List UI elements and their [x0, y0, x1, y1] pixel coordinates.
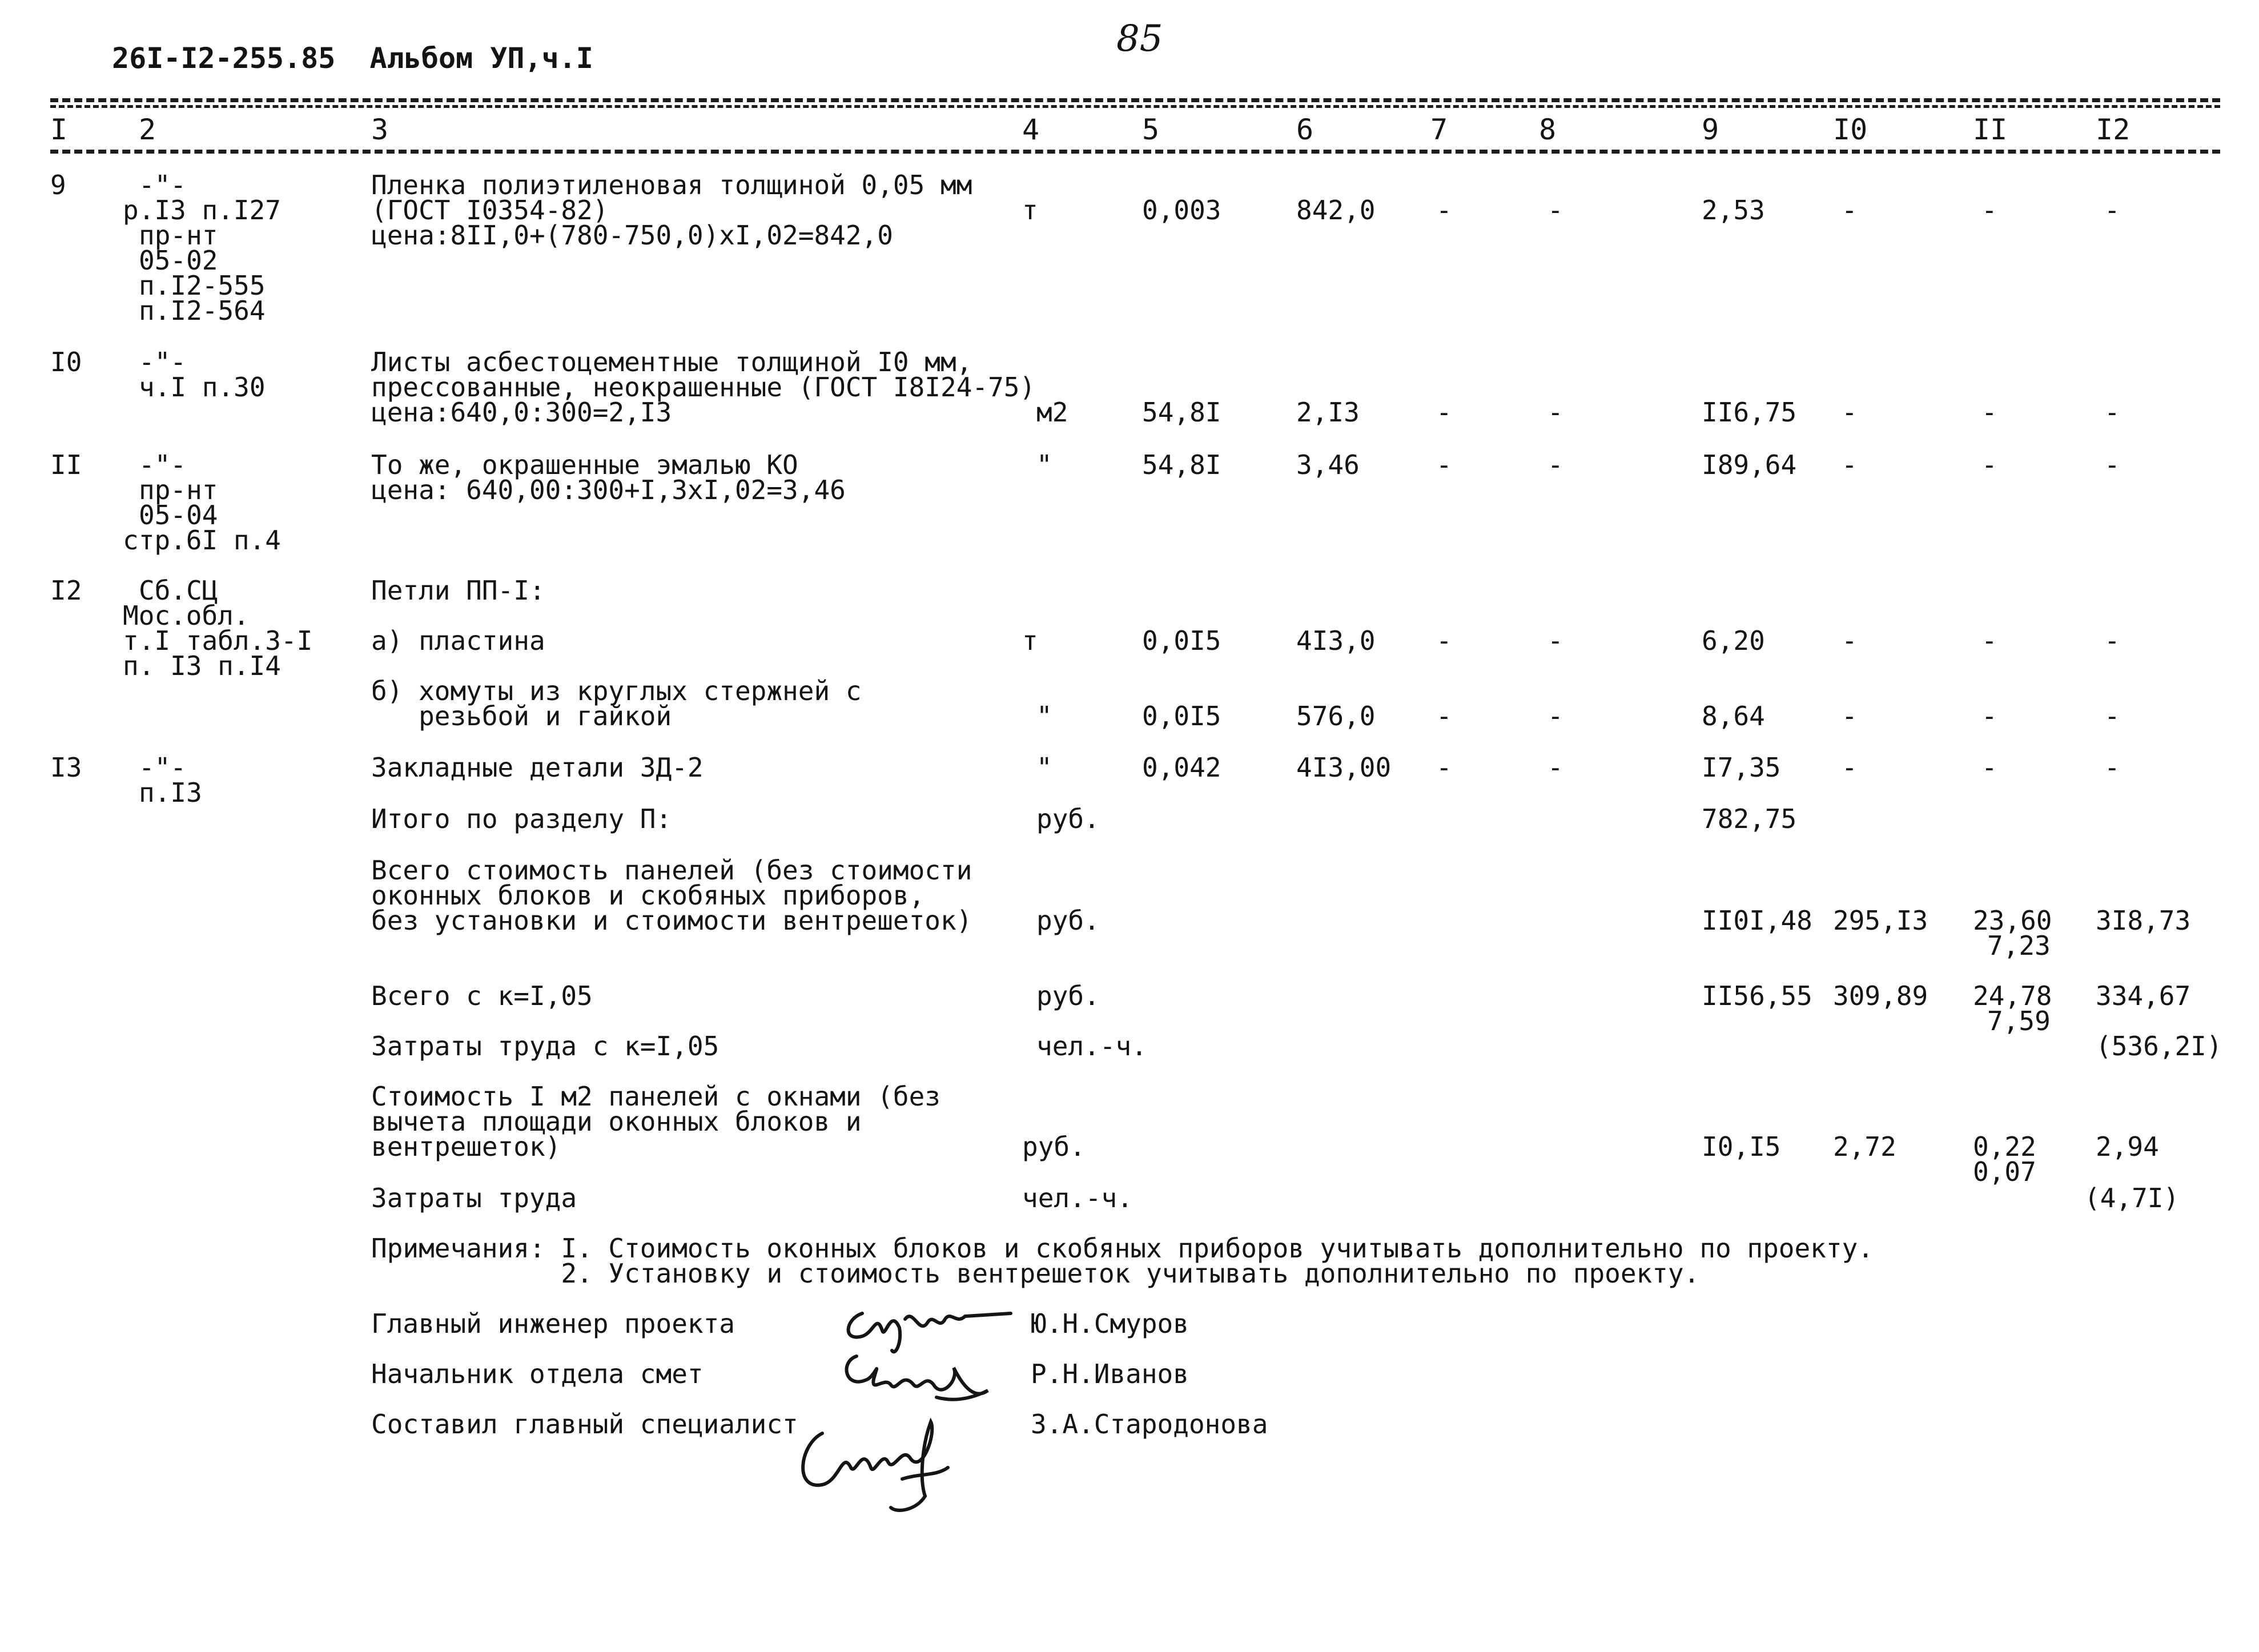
row-col7: -: [1436, 701, 1452, 731]
row-col7: -: [1436, 752, 1452, 783]
signature-role: Составил главный специалист: [371, 1409, 798, 1440]
row-unit: т: [1022, 195, 1038, 226]
stoimost-m2-label: вентрешеток): [371, 1131, 561, 1162]
row-col8: -: [1547, 752, 1563, 783]
zatraty-label: Затраты труда: [371, 1183, 577, 1213]
row-col11: -: [1981, 625, 1997, 656]
row-col9: 2,53: [1702, 195, 1765, 226]
row-reference: Сб.СЦ: [139, 575, 218, 606]
row-col10: -: [1842, 449, 1858, 480]
zatraty-k-col12: (536,2I): [2096, 1031, 2222, 1062]
row-col7: -: [1436, 397, 1452, 428]
row-price: 2,I3: [1296, 397, 1360, 428]
row-reference: -"-: [139, 449, 187, 480]
row-col10: -: [1842, 397, 1858, 428]
row-reference: ч.I п.30: [139, 372, 266, 403]
col-header-7: 7: [1430, 113, 1448, 146]
vsego-k-label: Всего с к=I,05: [371, 980, 593, 1011]
zatraty-k-label: Затраты труда с к=I,05: [371, 1031, 719, 1062]
col-header-10: I0: [1833, 113, 1868, 146]
col-header-5: 5: [1142, 113, 1160, 146]
row-col9: 6,20: [1702, 625, 1765, 656]
col-header-1: I: [50, 113, 68, 146]
row-description: резьбой и гайкой: [371, 701, 672, 731]
row-reference: п.I3: [139, 777, 202, 808]
row-reference: п.I2-564: [139, 295, 266, 326]
vsego-k-col9: II56,55: [1702, 980, 1812, 1011]
row-col11: -: [1981, 397, 1997, 428]
row-reference: -"-: [139, 752, 187, 783]
stoimost-m2-col11b: 0,07: [1973, 1156, 2036, 1187]
row-description: а) пластина: [371, 625, 545, 656]
row-description: б) хомуты из круглых стержней с: [371, 676, 862, 706]
col-header-3: 3: [371, 113, 389, 146]
row-col11: -: [1981, 701, 1997, 731]
row-price: 4I3,0: [1296, 625, 1376, 656]
signature-role: Главный инженер проекта: [371, 1308, 735, 1339]
signature-name: Р.Н.Иванов: [1031, 1358, 1189, 1389]
row-col7: -: [1436, 195, 1452, 226]
row-col8: -: [1547, 397, 1563, 428]
row-description: Пленка полиэтиленовая толщиной 0,05 мм: [371, 170, 972, 200]
row-reference: -"-: [139, 170, 187, 200]
col-header-9: 9: [1702, 113, 1719, 146]
row-col10: -: [1842, 625, 1858, 656]
stoimost-m2-col11a: 0,22: [1973, 1131, 2036, 1162]
signature-image: [828, 1345, 994, 1408]
row-reference: п. I3 п.I4: [123, 650, 281, 681]
stoimost-m2-label: Стоимость I м2 панелей с окнами (без: [371, 1081, 940, 1112]
row-description: (ГОСТ I0354-82): [371, 195, 609, 226]
row-quantity: 0,042: [1142, 752, 1221, 783]
row-reference: пр-нт: [139, 220, 218, 251]
row-quantity: 0,003: [1142, 195, 1221, 226]
row-description: Закладные детали ЗД-2: [371, 752, 704, 783]
row-reference: 05-02: [139, 245, 218, 276]
row-reference: стр.6I п.4: [123, 525, 281, 556]
row-description: прессованные, неокрашенные (ГОСТ I8I24-75): [371, 372, 1036, 403]
row-price: 4I3,00: [1296, 752, 1392, 783]
col-header-8: 8: [1539, 113, 1557, 146]
row-reference: пр-нт: [139, 475, 218, 505]
itogo-col9: 782,75: [1702, 803, 1797, 834]
stoimost-m2-label: вычета площади оконных блоков и: [371, 1106, 862, 1137]
row-price: 842,0: [1296, 195, 1376, 226]
row-description: цена:8II,0+(780-750,0)xI,02=842,0: [371, 220, 893, 251]
row-quantity: 0,0I5: [1142, 701, 1221, 731]
vsego-label: оконных блоков и скобяных приборов,: [371, 880, 925, 911]
stoimost-m2-unit: руб.: [1022, 1131, 1086, 1162]
stoimost-m2-col10: 2,72: [1833, 1131, 1896, 1162]
itogo-label: Итого по разделу П:: [371, 803, 672, 834]
zatraty-k-unit: чел.-ч.: [1036, 1031, 1147, 1062]
col-header-4: 4: [1022, 113, 1040, 146]
row-col11: -: [1981, 195, 1997, 226]
vsego-unit: руб.: [1036, 905, 1100, 936]
row-col9: I7,35: [1702, 752, 1781, 783]
page-number: 85: [1116, 18, 1163, 60]
col-header-2: 2: [139, 113, 156, 146]
signature-name: Ю.Н.Смуров: [1031, 1308, 1189, 1339]
row-col8: -: [1547, 625, 1563, 656]
vsego-k-col10: 309,89: [1833, 980, 1928, 1011]
row-col7: -: [1436, 449, 1452, 480]
col-header-12: I2: [2096, 113, 2131, 146]
row-reference: 05-04: [139, 500, 218, 530]
row-unit: м2: [1036, 397, 1068, 428]
row-unit: т: [1022, 625, 1038, 656]
row-unit: ": [1036, 701, 1052, 731]
vsego-col9: II0I,48: [1702, 905, 1812, 936]
vsego-label: без установки и стоимости вентрешеток): [371, 905, 972, 936]
row-quantity: 0,0I5: [1142, 625, 1221, 656]
row-unit: ": [1036, 752, 1052, 783]
row-col12: -: [2104, 752, 2120, 783]
vsego-k-col11b: 7,59: [1987, 1006, 2051, 1036]
row-quantity: 54,8I: [1142, 397, 1221, 428]
row-description: цена:640,0:300=2,I3: [371, 397, 672, 428]
row-col8: -: [1547, 449, 1563, 480]
row-col8: -: [1547, 195, 1563, 226]
row-reference: п.I2-555: [139, 270, 266, 301]
row-col11: -: [1981, 752, 1997, 783]
notes-line-1: Примечания: I. Стоимость оконных блоков и скобяных приборов учитывать дополнительно по проекту.: [371, 1233, 1874, 1264]
row-quantity: 54,8I: [1142, 449, 1221, 480]
stoimost-m2-col9: I0,I5: [1702, 1131, 1781, 1162]
signature-role: Начальник отдела смет: [371, 1358, 704, 1389]
zatraty-col12: (4,7I): [2084, 1183, 2180, 1213]
row-reference: -"-: [139, 347, 187, 377]
row-col10: -: [1842, 701, 1858, 731]
vsego-col11b: 7,23: [1987, 930, 2051, 961]
row-number: I2: [50, 575, 82, 606]
row-col12: -: [2104, 625, 2120, 656]
row-col9: II6,75: [1702, 397, 1797, 428]
notes-line-2: 2. Установку и стоимость вентрешеток учитывать дополнительно по проекту.: [371, 1258, 1700, 1289]
row-reference: т.I табл.3-I: [123, 625, 313, 656]
vsego-k-unit: руб.: [1036, 980, 1100, 1011]
row-number: II: [50, 449, 82, 480]
signature-name: З.А.Стародонова: [1031, 1409, 1268, 1440]
row-description: цена: 640,00:300+I,3xI,02=3,46: [371, 475, 846, 505]
zatraty-unit: чел.-ч.: [1022, 1183, 1133, 1213]
row-col9: 8,64: [1702, 701, 1765, 731]
row-col7: -: [1436, 625, 1452, 656]
vsego-k-col12: 334,67: [2096, 980, 2191, 1011]
row-col9: I89,64: [1702, 449, 1797, 480]
vsego-col10: 295,I3: [1833, 905, 1928, 936]
top-rule: [50, 98, 2220, 102]
row-number: I0: [50, 347, 82, 377]
row-col8: -: [1547, 701, 1563, 731]
top-rule-2: [50, 105, 2220, 108]
row-col10: -: [1842, 195, 1858, 226]
row-description: То же, окрашенные эмалью КО: [371, 449, 798, 480]
row-description: Петли ПП-I:: [371, 575, 545, 606]
row-col12: -: [2104, 701, 2120, 731]
vsego-label: Всего стоимость панелей (без стоимости: [371, 855, 972, 886]
row-col12: -: [2104, 397, 2120, 428]
vsego-k-col11a: 24,78: [1973, 980, 2052, 1011]
row-col12: -: [2104, 195, 2120, 226]
row-col12: -: [2104, 449, 2120, 480]
row-reference: Мос.обл.: [123, 600, 250, 631]
row-reference: р.I3 п.I27: [123, 195, 281, 226]
row-number: I3: [50, 752, 82, 783]
vsego-col11a: 23,60: [1973, 905, 2052, 936]
col-header-11: II: [1973, 113, 2008, 146]
row-description: Листы асбестоцементные толщиной I0 мм,: [371, 347, 972, 377]
row-number: 9: [50, 170, 66, 200]
header-rule: [50, 150, 2220, 154]
row-price: 3,46: [1296, 449, 1360, 480]
row-col10: -: [1842, 752, 1858, 783]
row-unit: ": [1036, 449, 1052, 480]
document-code: 26I-I2-255.85 Альбом УП,ч.I: [112, 42, 593, 75]
row-col11: -: [1981, 449, 1997, 480]
stoimost-m2-col12: 2,94: [2096, 1131, 2159, 1162]
signature-image: [788, 1410, 959, 1513]
col-header-6: 6: [1296, 113, 1314, 146]
row-price: 576,0: [1296, 701, 1376, 731]
vsego-col12: 3I8,73: [2096, 905, 2191, 936]
itogo-unit: руб.: [1036, 803, 1100, 834]
